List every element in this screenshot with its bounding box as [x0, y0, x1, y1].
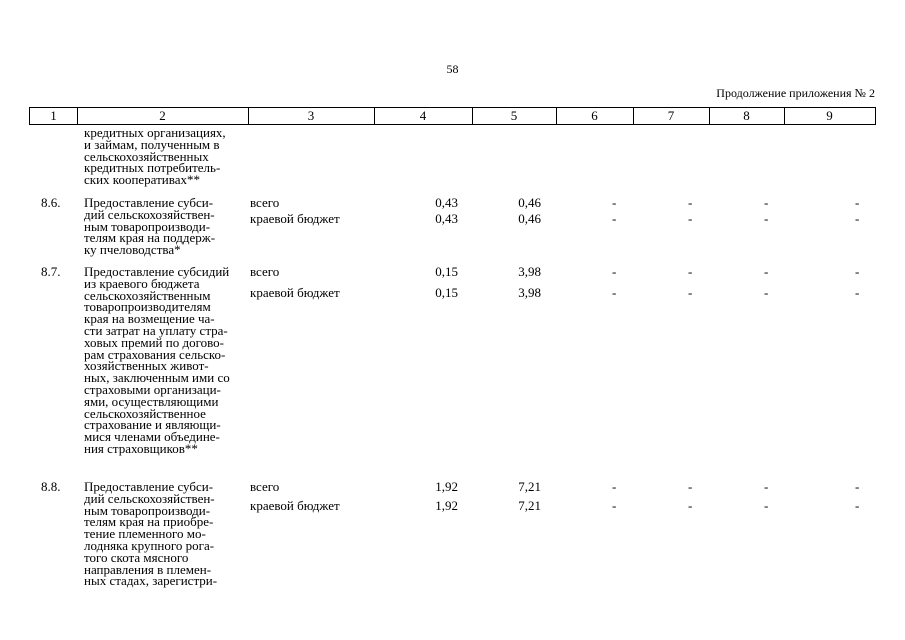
- cell-col9: -: [855, 195, 860, 210]
- col-header-3: 3: [307, 108, 315, 123]
- cell-col9: -: [855, 285, 860, 300]
- cell-col4: 1,92: [435, 479, 458, 494]
- cell-col5: 3,98: [518, 264, 541, 279]
- col-header-6: 6: [591, 108, 598, 123]
- col-header-8: 8: [743, 108, 750, 123]
- cell-col5: 7,21: [518, 479, 541, 494]
- table-header: [29, 107, 876, 125]
- cell-col4: 0,43: [435, 211, 458, 226]
- cell-col6: -: [612, 264, 617, 279]
- cell-col7: -: [688, 211, 693, 226]
- row-description: Предоставление субси- дий сельскохозяйствен- ным товаропроизводи- телям края на поддерж- ку пчеловодства*: [84, 195, 216, 258]
- cell-col4: 0,43: [435, 195, 458, 210]
- col-header-4: 4: [419, 108, 427, 123]
- col-header-9: 9: [826, 108, 833, 123]
- col-header-1: 1: [50, 108, 57, 123]
- page-number: 58: [446, 62, 459, 76]
- cell-col8: -: [764, 264, 769, 279]
- col-header-5: 5: [510, 108, 518, 123]
- cell-col8: -: [764, 498, 769, 513]
- cell-col9: -: [855, 498, 860, 513]
- continuation-note: Продолжение приложения № 2: [716, 86, 875, 100]
- row-description: Предоставление субси- дий сельскохозяйствен- ным товаропроизводи- телям края на приобре- тение племенного мо- лодняка крупного рога- того скота мясного направления в племен- ных стадах, зарегистри-: [84, 479, 218, 589]
- cell-col4: 1,92: [435, 498, 458, 513]
- cell-col7: -: [688, 285, 693, 300]
- row-description: Предоставление субсидий из краевого бюджета сельскохозяйственным товаропроизводителям края на возмещение ча- сти затрат на уплату стра- ховых премий по догово- рам страхования сельско- хозяйственных живот- ных, заключенным ими со страховыми организаци- ями, осуществляющими сельскохозяйственное страхование и являющи- мися членами объедине- ния страховщиков**: [84, 264, 230, 456]
- row-label-total: всего: [250, 479, 280, 494]
- cell-col5: 0,46: [518, 195, 541, 210]
- row-label-regional: краевой бюджет: [250, 498, 340, 513]
- row-label-total: всего: [250, 195, 280, 210]
- row-number: 8.8.: [41, 479, 61, 494]
- cell-col5: 7,21: [518, 498, 541, 513]
- row-label-regional: краевой бюджет: [250, 211, 340, 226]
- col-header-2: 2: [159, 108, 166, 123]
- cell-col9: -: [855, 211, 860, 226]
- cell-col8: -: [764, 195, 769, 210]
- cell-col7: -: [688, 264, 693, 279]
- cell-col9: -: [855, 479, 860, 494]
- row-label-regional: краевой бюджет: [250, 285, 340, 300]
- cell-col8: -: [764, 479, 769, 494]
- cell-col6: -: [612, 211, 617, 226]
- cell-col7: -: [688, 498, 693, 513]
- cell-col6: -: [612, 479, 617, 494]
- cell-col4: 0,15: [435, 264, 458, 279]
- cell-col5: 3,98: [518, 285, 541, 300]
- cell-col4: 0,15: [435, 285, 458, 300]
- cell-col6: -: [612, 195, 617, 210]
- row-number: 8.6.: [41, 195, 61, 210]
- cell-col8: -: [764, 285, 769, 300]
- col-header-7: 7: [667, 108, 675, 123]
- cell-col5: 0,46: [518, 211, 541, 226]
- cell-col6: -: [612, 285, 617, 300]
- cell-col7: -: [688, 479, 693, 494]
- cell-col9: -: [855, 264, 860, 279]
- continued-description: кредитных организациях, и займам, полученным в сельскохозяйственных кредитных потребитель- ских кооперативах**: [84, 125, 226, 188]
- cell-col6: -: [612, 498, 617, 513]
- row-label-total: всего: [250, 264, 280, 279]
- row-number: 8.7.: [41, 264, 61, 279]
- cell-col8: -: [764, 211, 769, 226]
- cell-col7: -: [688, 195, 693, 210]
